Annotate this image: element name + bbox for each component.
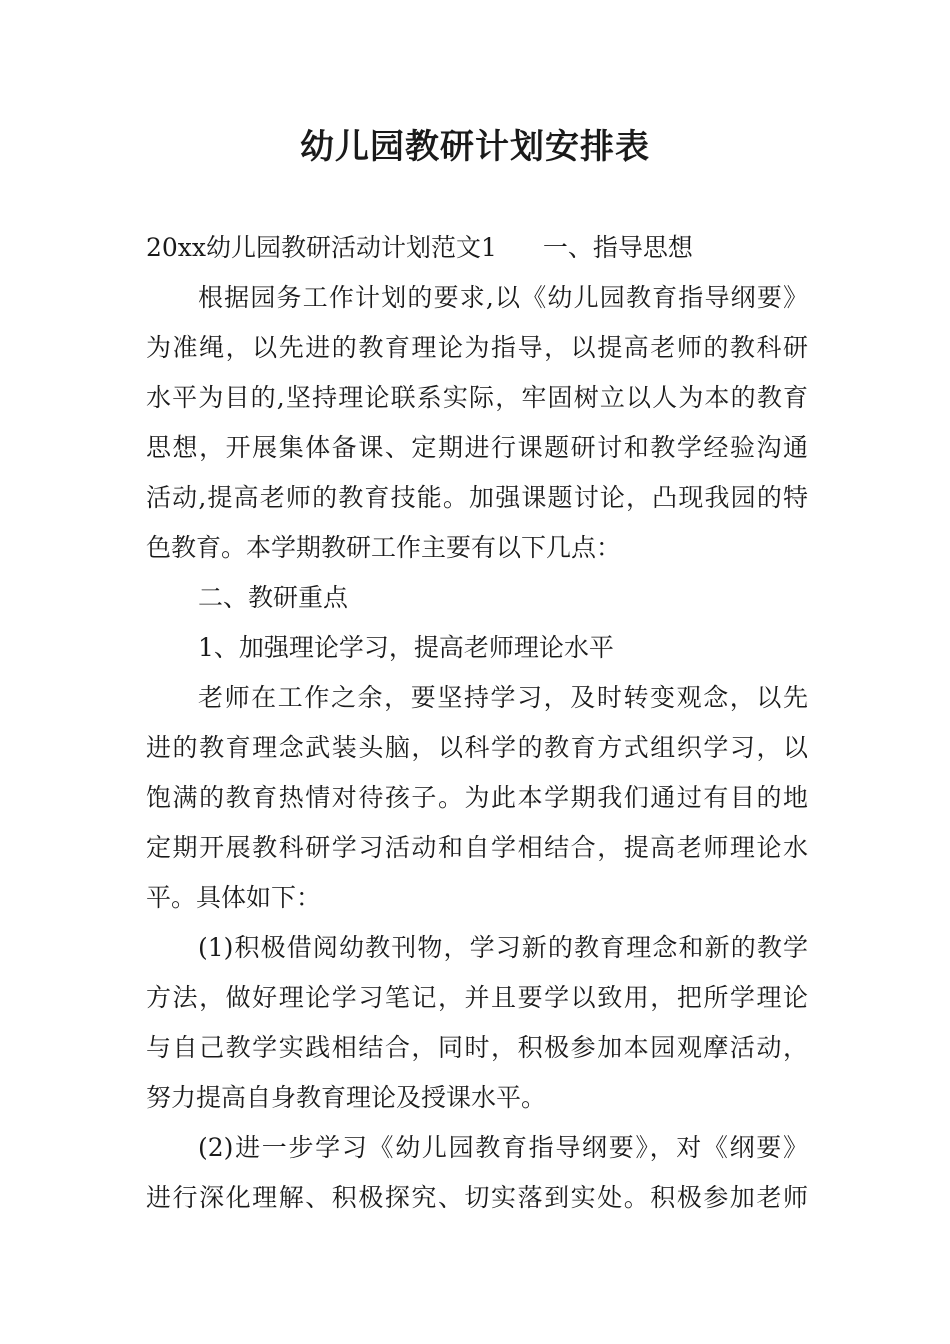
paragraph-line: 定期开展教科研学习活动和自学相结合，提高老师理论水 bbox=[146, 833, 808, 862]
paragraph-line: 饱满的教育热情对待孩子。为此本学期我们通过有目的地 bbox=[146, 783, 808, 812]
paragraph-line: 根据园务工作计划的要求,以《幼儿园教育指导纲要》 bbox=[198, 283, 808, 312]
paragraph-line: 水平为目的,坚持理论联系实际，牢固树立以人为本的教育 bbox=[146, 383, 808, 412]
section-heading-text: 一、指导思想 bbox=[542, 233, 693, 262]
paragraph-line-1 bbox=[146, 223, 808, 273]
section-heading: 二、教研重点 bbox=[198, 583, 349, 612]
paragraph-line: 进行深化理解、积极探究、切实落到实处。积极参加老师 bbox=[146, 1183, 808, 1212]
paragraph-line: 与自己教学实践相结合，同时，积极参加本园观摩活动， bbox=[146, 1033, 808, 1062]
subheading-text: 20xx幼儿园教研活动计划范文1 bbox=[146, 233, 497, 262]
paragraph-line: (1)积极借阅幼教刊物，学习新的教育理念和新的教学 bbox=[198, 933, 808, 962]
paragraph-line: 方法，做好理论学习笔记，并且要学以致用，把所学理论 bbox=[146, 983, 808, 1012]
paragraph-line: 平。具体如下： bbox=[146, 883, 322, 912]
paragraph-line: 老师在工作之余，要坚持学习，及时转变观念，以先 bbox=[198, 683, 808, 712]
paragraph-line: 为准绳，以先进的教育理论为指导，以提高老师的教科研 bbox=[146, 333, 808, 362]
paragraph-line: 进的教育理念武装头脑，以科学的教育方式组织学习，以 bbox=[146, 733, 808, 762]
paragraph-line: 色教育。本学期教研工作主要有以下几点： bbox=[146, 533, 622, 562]
page-title: 幼儿园教研计划安排表 bbox=[300, 127, 650, 167]
document-body bbox=[146, 223, 808, 1223]
subsection-heading: 1、加强理论学习，提高老师理论水平 bbox=[198, 633, 614, 662]
paragraph-line: 活动,提高老师的教育技能。加强课题讨论，凸现我园的特 bbox=[146, 483, 808, 512]
paragraph-line: (2)进一步学习《幼儿园教育指导纲要》，对《纲要》 bbox=[198, 1133, 808, 1162]
paragraph-line: 努力提高自身教育理论及授课水平。 bbox=[146, 1083, 547, 1112]
paragraph-line: 思想，开展集体备课、定期进行课题研讨和教学经验沟通 bbox=[146, 433, 808, 462]
